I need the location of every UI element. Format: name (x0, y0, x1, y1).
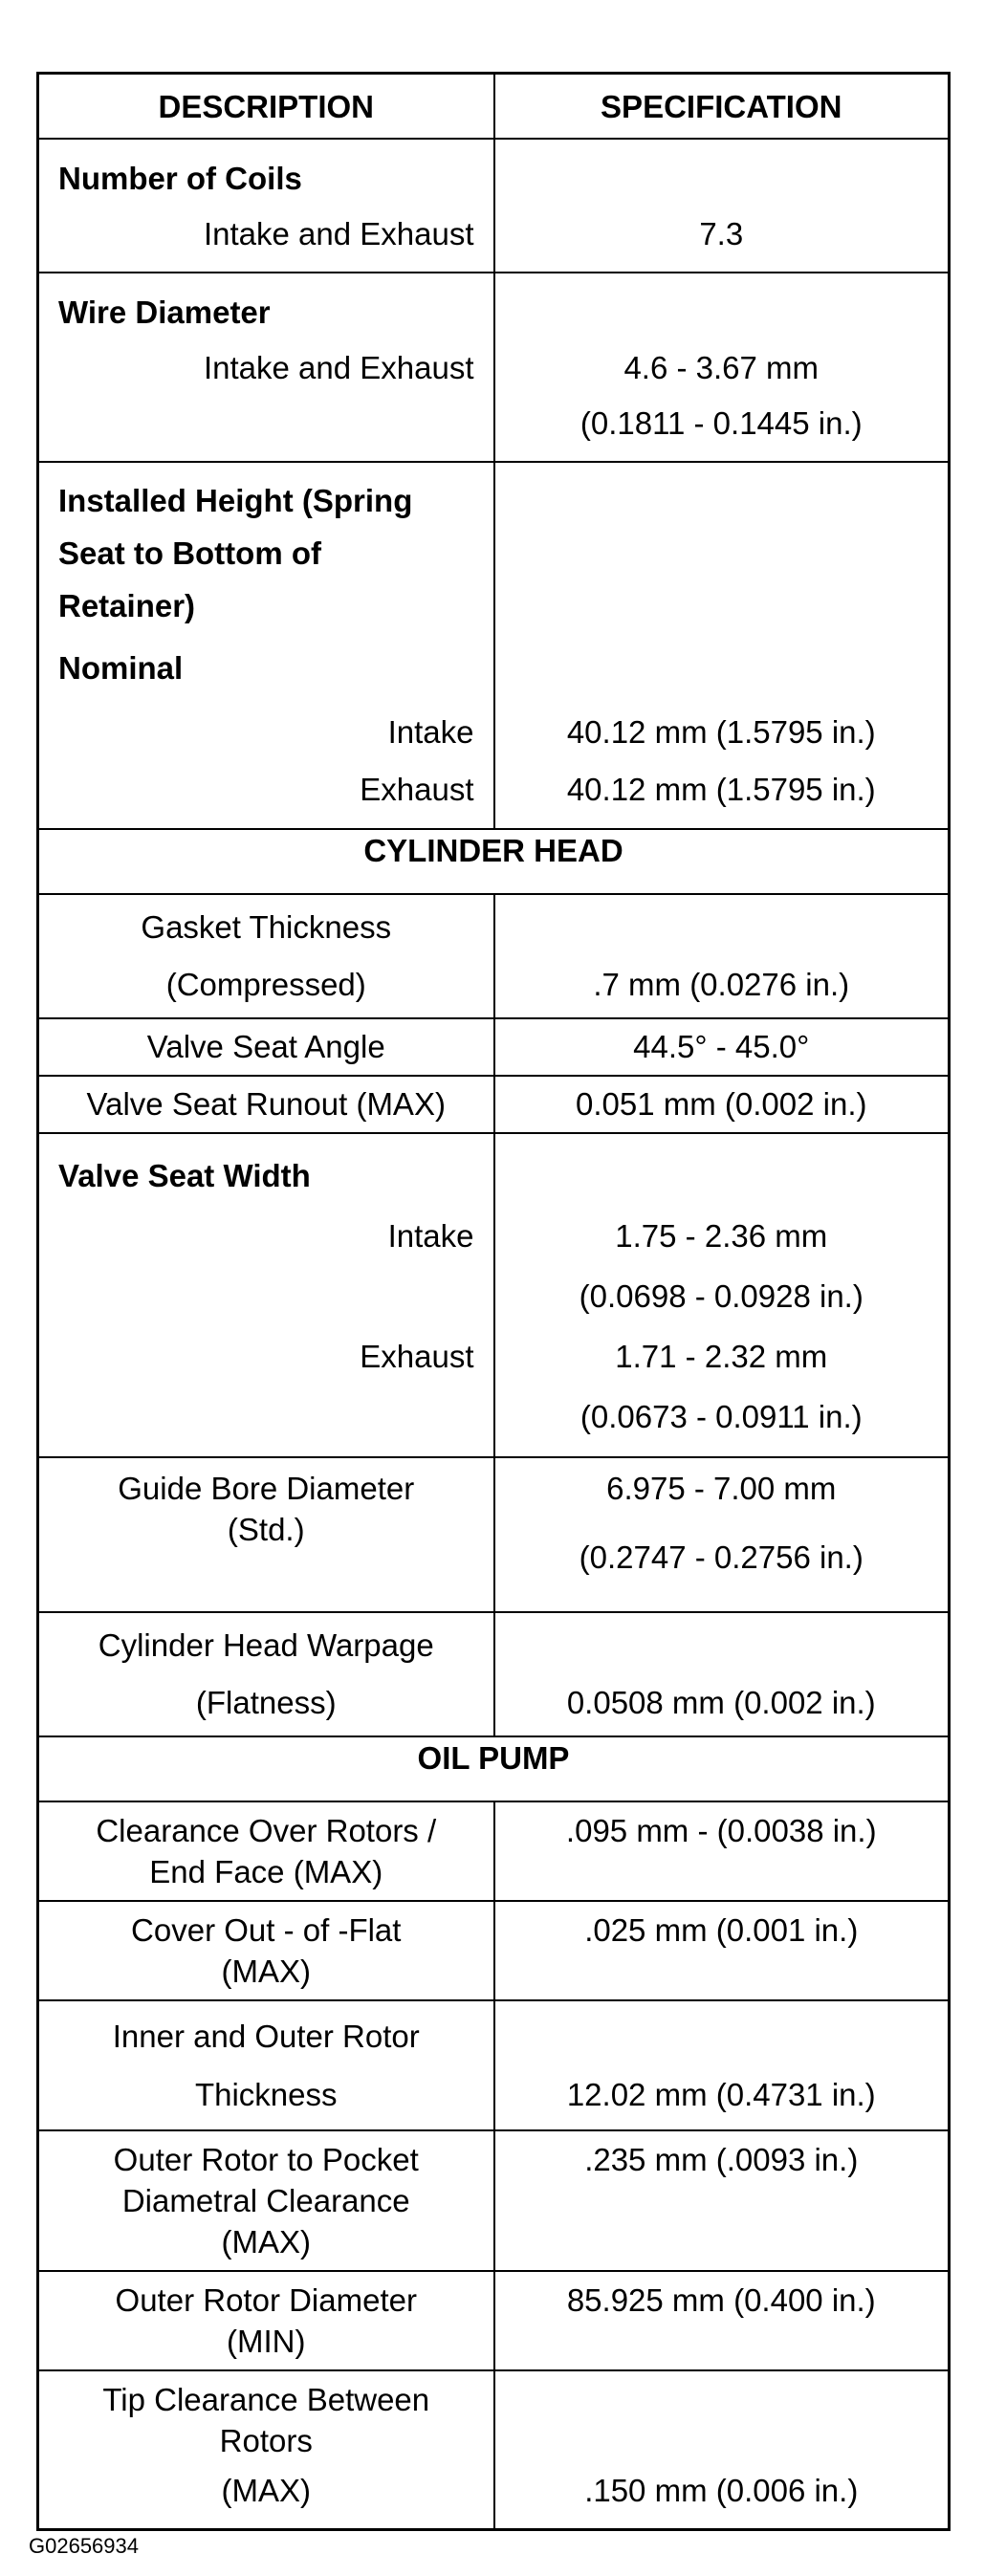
warpage-description (38, 1612, 494, 1736)
seat-width-exhaust-label: Exhaust (360, 1339, 474, 1374)
clearance-label-1: Clearance Over Rotors / (96, 1813, 437, 1848)
guide-label-1: Guide Bore Diameter (118, 1471, 415, 1506)
outer-diameter-description (38, 2271, 494, 2370)
outer-diameter-label-1: Outer Rotor Diameter (115, 2282, 417, 2318)
clearance-value: .095 mm - (0.0038 in.) (494, 1801, 950, 1901)
cylinder-head-title: CYLINDER HEAD (38, 829, 950, 894)
oil-pump-title: OIL PUMP (38, 1736, 950, 1801)
description-header: DESCRIPTION (38, 74, 494, 140)
coils-description (38, 139, 494, 273)
seat-width-description (38, 1133, 494, 1457)
cylinder-head-section (38, 829, 950, 894)
warpage-value: 0.0508 mm (0.002 in.) (566, 1685, 876, 1720)
pocket-value: .235 mm (.0093 in.) (494, 2130, 950, 2271)
rotor-thickness-specification (494, 2000, 950, 2130)
clearance-label-2: End Face (MAX) (149, 1854, 383, 1889)
height-title-1: Installed Height (Spring (58, 483, 413, 518)
header-row (38, 74, 950, 140)
table-row (38, 1133, 950, 1457)
height-description (38, 462, 494, 829)
seat-width-exhaust-mm: 1.71 - 2.32 mm (615, 1339, 828, 1374)
rotor-thickness-label-1: Inner and Outer Rotor (112, 2019, 420, 2054)
gasket-value: .7 mm (0.0276 in.) (593, 967, 850, 1002)
table-row (38, 1457, 950, 1612)
table-row (38, 1076, 950, 1133)
rotor-thickness-label-2: Thickness (194, 2077, 338, 2112)
cover-description (38, 1901, 494, 2000)
warpage-specification (494, 1612, 950, 1736)
spec-table (36, 72, 951, 2531)
height-intake-label: Intake (387, 714, 474, 750)
tip-clearance-value: .150 mm (0.006 in.) (584, 2473, 859, 2508)
tip-clearance-specification (494, 2370, 950, 2530)
height-exhaust-value: 40.12 mm (1.5795 in.) (566, 772, 876, 807)
specification-header: SPECIFICATION (494, 74, 950, 140)
guide-description (38, 1457, 494, 1612)
pocket-label-2: Diametral Clearance (121, 2183, 410, 2218)
pocket-description (38, 2130, 494, 2271)
seat-angle-value: 44.5° - 45.0° (494, 1018, 950, 1076)
seat-width-exhaust-in: (0.0673 - 0.0911 in.) (579, 1399, 863, 1434)
seat-width-specification (494, 1133, 950, 1457)
gasket-label-1: Gasket Thickness (141, 909, 392, 945)
wire-value-in: (0.1811 - 0.1445 in.) (579, 405, 863, 441)
gasket-label-2: (Compressed) (165, 967, 366, 1002)
coils-value: 7.3 (699, 216, 744, 251)
rotor-thickness-value: 12.02 mm (0.4731 in.) (566, 2077, 876, 2112)
cover-label-1: Cover Out - of -Flat (131, 1912, 402, 1948)
figure-id-caption: G02656934 (29, 2534, 139, 2558)
guide-label-2: (Std.) (227, 1512, 305, 1547)
wire-label: Intake and Exhaust (203, 350, 474, 385)
oil-pump-section (38, 1736, 950, 1801)
coils-specification (494, 139, 950, 273)
pocket-label-3: (MAX) (221, 2224, 311, 2259)
table-row (38, 1801, 950, 1901)
wire-value-mm: 4.6 - 3.67 mm (623, 350, 820, 385)
height-specification (494, 462, 950, 829)
guide-value-in: (0.2747 - 0.2756 in.) (579, 1539, 864, 1575)
cover-label-2: (MAX) (221, 1954, 311, 1989)
table-row (38, 2000, 950, 2130)
wire-specification (494, 273, 950, 462)
table-row (38, 894, 950, 1018)
seat-width-intake-in: (0.0698 - 0.0928 in.) (579, 1278, 864, 1314)
guide-specification (494, 1457, 950, 1612)
rotor-thickness-description (38, 2000, 494, 2130)
seat-angle-description: Valve Seat Angle (38, 1018, 494, 1076)
table-row (38, 273, 950, 462)
gasket-specification (494, 894, 950, 1018)
gasket-description (38, 894, 494, 1018)
nominal-label: Nominal (58, 650, 184, 686)
seat-runout-value: 0.051 mm (0.002 in.) (494, 1076, 950, 1133)
table-row (38, 2271, 950, 2370)
tip-clearance-description (38, 2370, 494, 2530)
table-row (38, 2370, 950, 2530)
table-row (38, 1612, 950, 1736)
table-row (38, 139, 950, 273)
tip-clearance-label-2: Rotors (219, 2423, 313, 2458)
height-title-2: Seat to Bottom of (58, 535, 321, 571)
outer-diameter-label-2: (MIN) (227, 2324, 306, 2359)
table-row (38, 1018, 950, 1076)
warpage-label-2: (Flatness) (195, 1685, 337, 1720)
height-exhaust-label: Exhaust (360, 772, 474, 807)
wire-description (38, 273, 494, 462)
pocket-label-1: Outer Rotor to Pocket (113, 2142, 419, 2177)
coils-title: Number of Coils (58, 161, 302, 196)
tip-clearance-label-1: Tip Clearance Between (102, 2382, 430, 2417)
warpage-label-1: Cylinder Head Warpage (98, 1627, 434, 1663)
seat-runout-description: Valve Seat Runout (MAX) (38, 1076, 494, 1133)
table-row (38, 1901, 950, 2000)
outer-diameter-value: 85.925 mm (0.400 in.) (494, 2271, 950, 2370)
height-title-3: Retainer) (58, 588, 196, 623)
height-intake-value: 40.12 mm (1.5795 in.) (566, 714, 876, 750)
coils-label: Intake and Exhaust (203, 216, 474, 251)
table-row (38, 462, 950, 829)
table-row (38, 2130, 950, 2271)
seat-width-intake-mm: 1.75 - 2.36 mm (615, 1218, 828, 1254)
tip-clearance-label-3: (MAX) (221, 2473, 311, 2508)
seat-width-intake-label: Intake (387, 1218, 474, 1254)
cover-value: .025 mm (0.001 in.) (494, 1901, 950, 2000)
clearance-description (38, 1801, 494, 1901)
guide-value-mm: 6.975 - 7.00 mm (606, 1471, 837, 1506)
wire-title: Wire Diameter (58, 295, 271, 330)
seat-width-title: Valve Seat Width (58, 1158, 311, 1193)
